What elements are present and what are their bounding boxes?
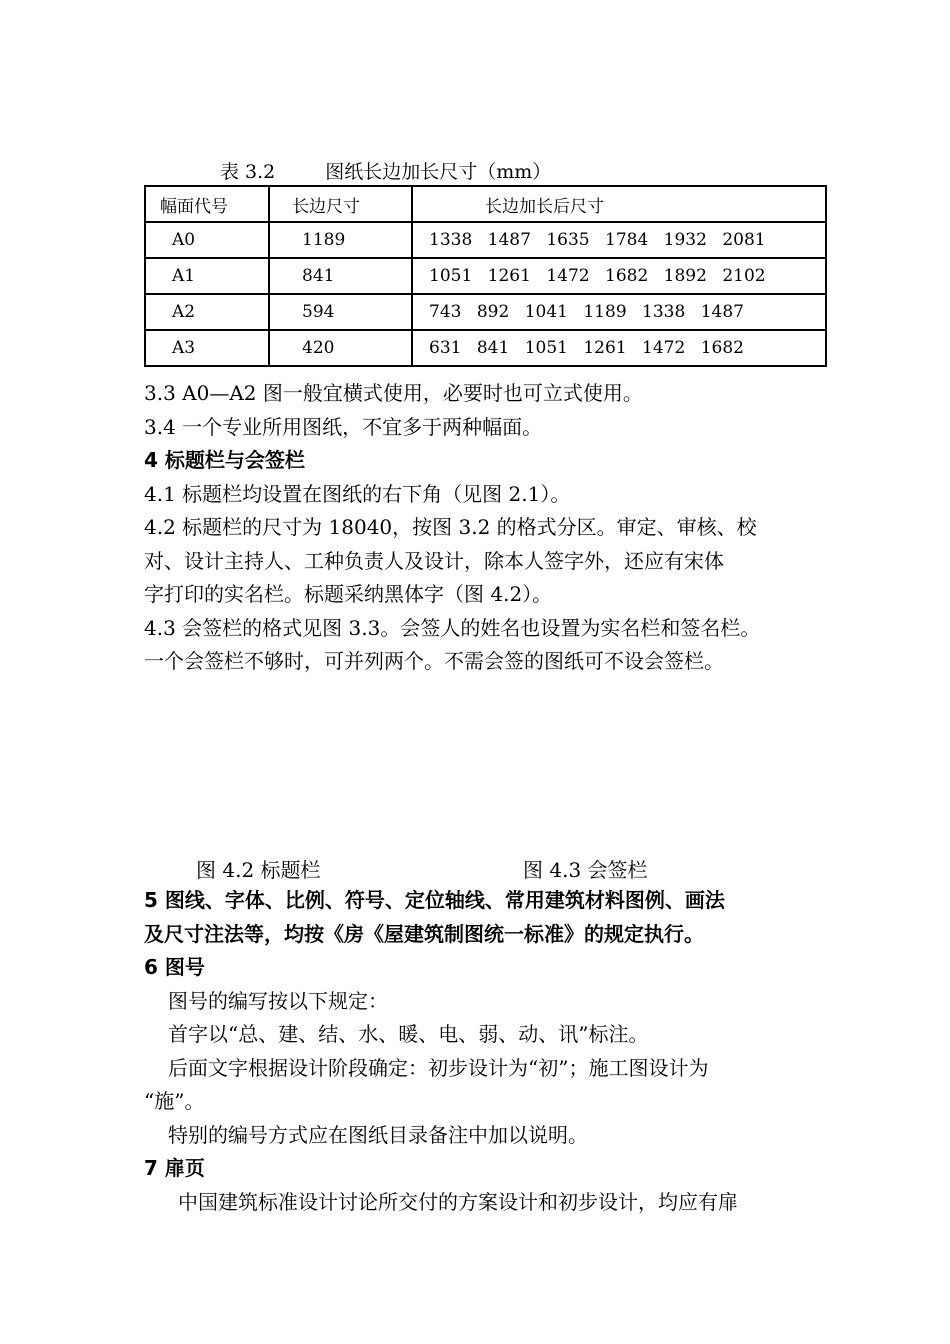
table-cell-extended: 1338 1487 1635 1784 1932 2081 <box>412 222 826 258</box>
paragraph-4-3-line: 4.3 会签栏的格式见图 3.3。会签人的姓名也设置为实名栏和签名栏。 <box>144 615 761 640</box>
section-5-line: 5 图线、字体、比例、符号、定位轴线、常用建筑材料图例、画法 <box>144 888 725 912</box>
body-text-block-1 <box>144 377 760 679</box>
paragraph-4-1: 4.1 标题栏均设置在图纸的右下角（见图 2.1）。 <box>144 481 571 506</box>
section-6-line: 后面文字根据设计阶段确定：初步设计为“初”；施工图设计为 <box>168 1055 709 1080</box>
table-row <box>145 258 826 294</box>
table-header-cell: 长边尺寸 <box>269 186 412 222</box>
table-cell-extended: 631 841 1051 1261 1472 1682 <box>412 330 826 366</box>
table-cell-length: 1189 <box>269 222 412 258</box>
section-6-line: “施”。 <box>144 1089 205 1113</box>
paragraph-4-2-line: 字打印的实名栏。标题采纳黑体字（图 4.2）。 <box>144 582 553 606</box>
section-6-line: 图号的编写按以下规定： <box>168 988 388 1013</box>
table-cell-code: A0 <box>145 222 269 258</box>
table-cell-length: 594 <box>269 294 412 330</box>
section-7-heading: 7 扉页 <box>144 1156 205 1180</box>
paragraph-4-2-line: 对、设计主持人、工种负责人及设计，除本人签字外，还应有宋体 <box>144 548 724 573</box>
table-cell-length: 841 <box>269 258 412 294</box>
table-row <box>145 330 826 366</box>
paragraph-3-3: 3.3 A0—A2 图一般宜横式使用，必要时也可立式使用。 <box>144 381 643 405</box>
table-cell-code: A1 <box>145 258 269 294</box>
table-row <box>145 222 826 258</box>
figure-caption-title-block: 图 4.2 标题栏 <box>196 858 321 882</box>
sheet-size-table <box>144 185 827 367</box>
table-header-cell: 长边加长后尺寸 <box>412 186 826 222</box>
table-caption-title: 图纸长边加长尺寸（mm） <box>325 161 552 183</box>
figure-caption-countersign-block: 图 4.3 会签栏 <box>523 858 648 882</box>
table-header-row <box>145 186 826 222</box>
section-6-heading: 6 图号 <box>144 955 205 979</box>
paragraph-4-3-line: 一个会签栏不够时，可并列两个。不需会签的图纸可不设会签栏。 <box>144 649 724 673</box>
body-text-block-2 <box>144 884 738 1219</box>
table-caption <box>220 157 551 184</box>
section-7-line: 中国建筑标准设计讨论所交付的方案设计和初步设计，均应有扉 <box>178 1189 738 1214</box>
table-caption-label: 表 3.2 <box>220 161 276 183</box>
table-cell-extended: 1051 1261 1472 1682 1892 2102 <box>412 258 826 294</box>
section-5-line: 及尺寸注法等，均按《房《屋建筑制图统一标准》的规定执行。 <box>144 921 704 946</box>
table-cell-code: A2 <box>145 294 269 330</box>
table-cell-extended: 743 892 1041 1189 1338 1487 <box>412 294 826 330</box>
section-6-line: 首字以“总、建、结、水、暖、电、弱、动、讯”标注。 <box>168 1022 649 1046</box>
table-cell-code: A3 <box>145 330 269 366</box>
section-6-line: 特别的编号方式应在图纸目录备注中加以说明。 <box>168 1122 588 1147</box>
table-cell-length: 420 <box>269 330 412 366</box>
table-row <box>145 294 826 330</box>
section-4-heading: 4 标题栏与会签栏 <box>144 448 305 472</box>
paragraph-3-4: 3.4 一个专业所用图纸，不宜多于两种幅面。 <box>144 414 543 439</box>
paragraph-4-2-line: 4.2 标题栏的尺寸为 18040，按图 3.2 的格式分区。审定、审核、校 <box>144 515 757 539</box>
table-header-cell: 幅面代号 <box>145 186 269 222</box>
